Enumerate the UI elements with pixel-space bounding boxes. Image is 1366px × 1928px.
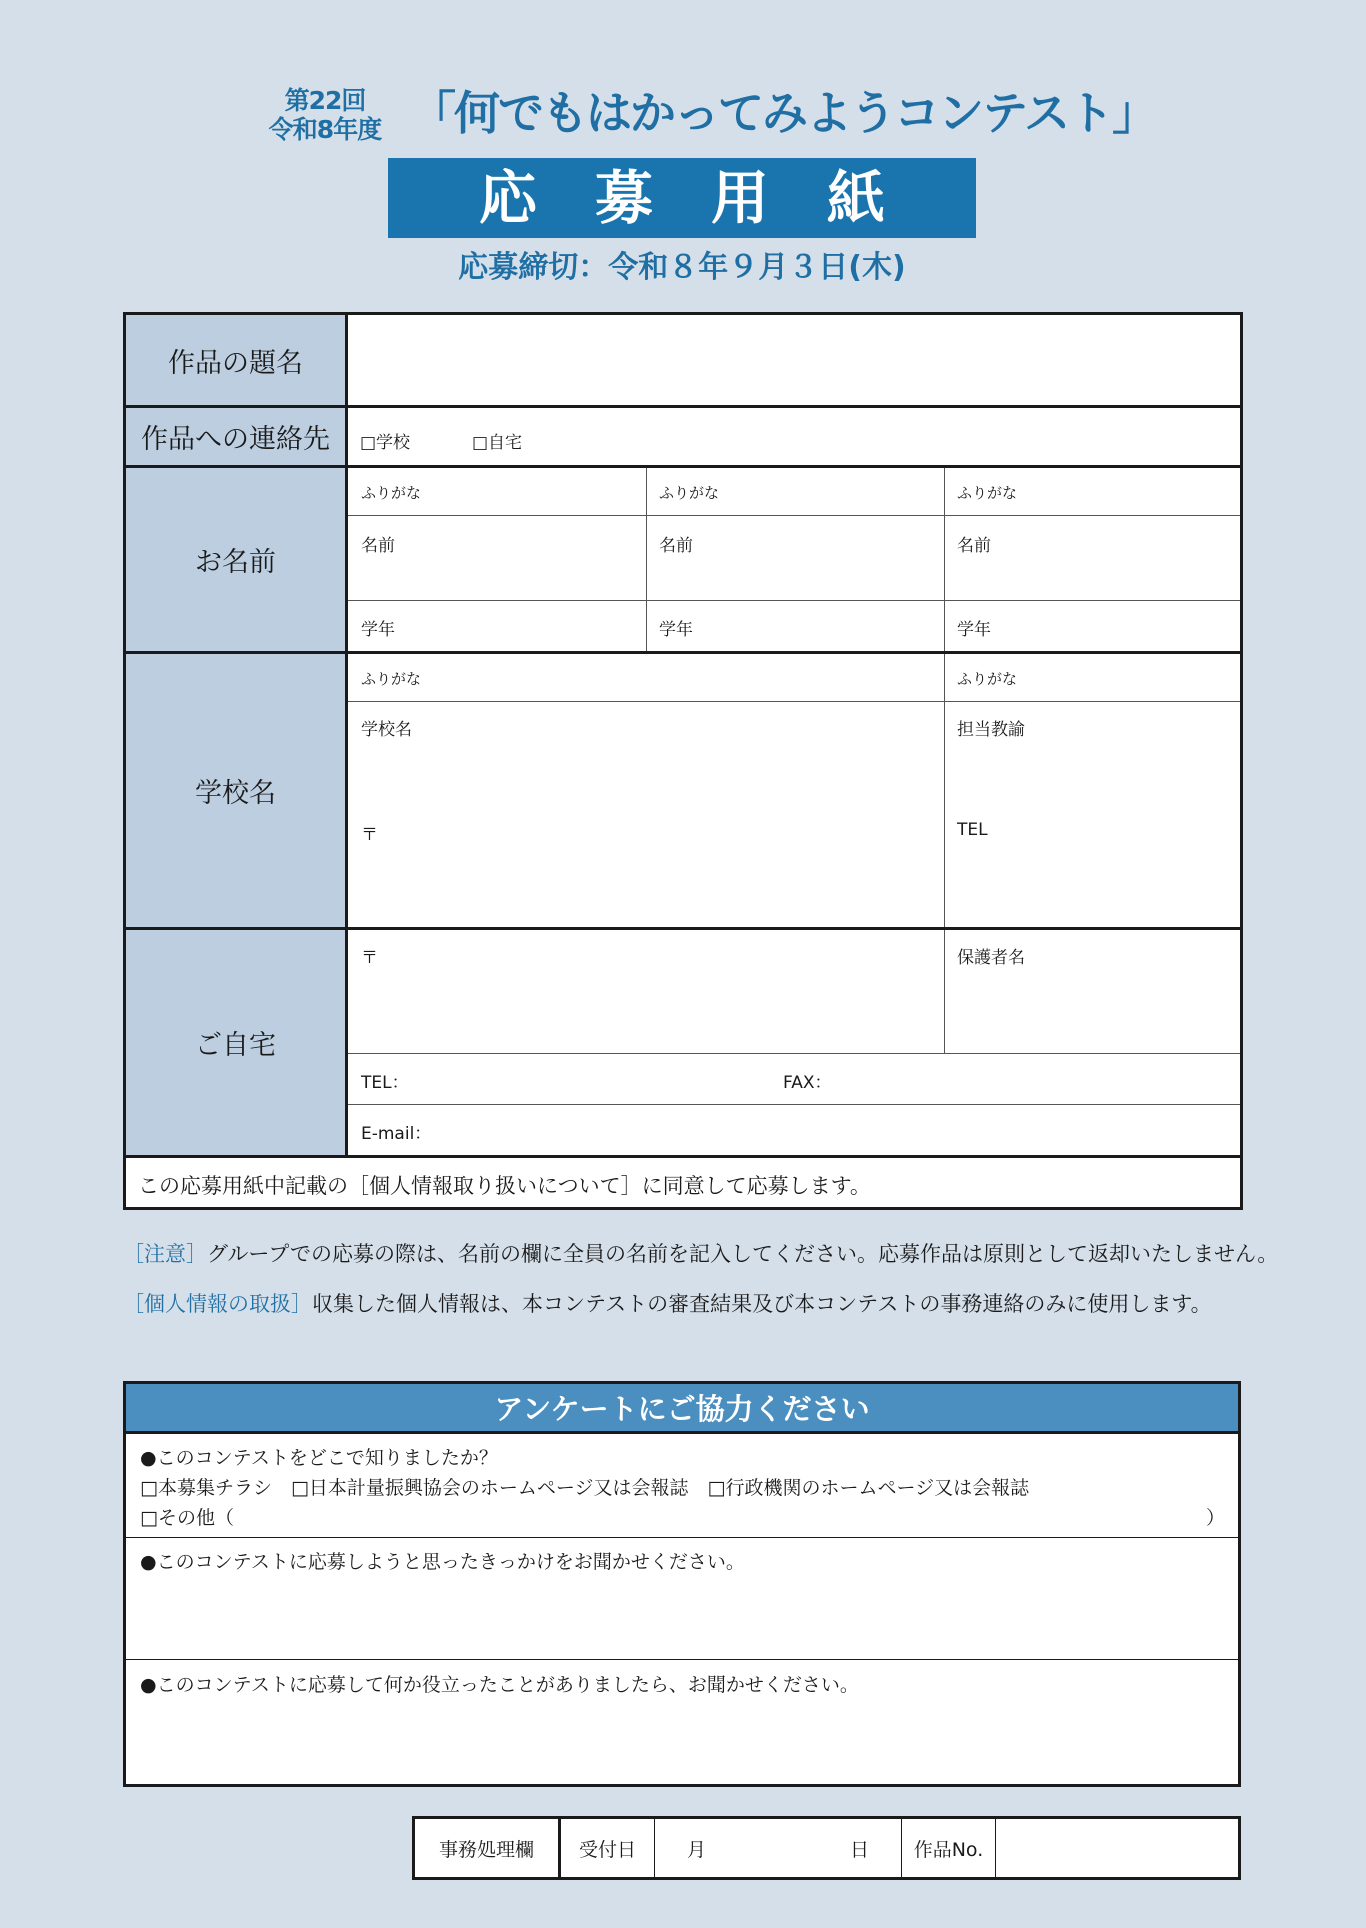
survey-q3-answer[interactable] — [126, 1702, 1238, 1784]
school-name-field-label: 学校名 — [361, 720, 412, 740]
note-privacy-text: 収集した個人情報は、本コンテストの審査結果及び本コンテストの事務連絡のみに使用します。 — [312, 1292, 1212, 1316]
survey-q1-other-close: ） — [1206, 1507, 1226, 1529]
guardian-field-label: 保護者名 — [957, 948, 1025, 968]
month-label: 月 — [686, 1838, 706, 1861]
survey-q1: ●このコンテストをどこで知りましたか？ — [140, 1447, 498, 1469]
edition-year: 令和8年度 — [268, 115, 382, 144]
survey-box — [123, 1381, 1241, 1787]
note-privacy — [123, 1290, 1212, 1318]
home-fax-label: FAX： — [783, 1073, 832, 1093]
contact-home-checkbox[interactable]: □自宅 — [472, 433, 523, 453]
work-number-field[interactable] — [996, 1819, 1238, 1877]
home-email-label: E-mail： — [361, 1124, 432, 1144]
name-field-label: 名前 — [659, 536, 693, 556]
title-input[interactable] — [348, 315, 1240, 406]
title-label: 作品の題名 — [126, 315, 348, 406]
contact-school-checkbox[interactable]: □学校 — [360, 433, 411, 453]
office-label-text: 事務処理欄 — [438, 1838, 534, 1861]
furigana-label: ふりがな — [957, 484, 1018, 502]
note-caution-tag: ［注意］ — [123, 1242, 207, 1266]
furigana-label: ふりがな — [659, 484, 720, 502]
survey-heading: アンケートにご協力ください — [126, 1384, 1238, 1434]
application-form — [123, 312, 1243, 1210]
survey-q1-options[interactable]: □本募集チラシ □日本計量振興協会のホームページ又は会報誌 □行政機関のホームページ又は会報誌 — [140, 1477, 1030, 1499]
received-date-label — [561, 1819, 655, 1877]
grade-field-label: 学年 — [361, 620, 395, 640]
received-date-text: 受付日 — [578, 1838, 636, 1861]
contest-title: 「何でもはかってみようコンテスト」 — [410, 86, 1157, 140]
deadline: 応募締切：令和８年９月３日(木) — [458, 250, 906, 285]
work-number-text: 作品No. — [913, 1838, 984, 1861]
grade-field-label: 学年 — [659, 620, 693, 640]
name-field-label: 名前 — [957, 536, 991, 556]
name-field-label: 名前 — [361, 536, 395, 556]
received-date-field[interactable] — [655, 1819, 902, 1877]
edition-label — [250, 86, 400, 144]
survey-q2-answer[interactable] — [126, 1579, 1238, 1657]
edition-number: 第22回 — [284, 86, 366, 115]
home-label: ご自宅 — [126, 930, 348, 1155]
home-tel-label: TEL： — [361, 1073, 409, 1093]
grade-field-label: 学年 — [957, 620, 991, 640]
note-caution — [123, 1240, 1278, 1268]
consent-statement: この応募用紙中記載の［個人情報取り扱いについて］に同意して応募します。 — [138, 1174, 871, 1198]
furigana-label: ふりがな — [957, 670, 1018, 688]
school-tel-label: TEL — [957, 820, 988, 840]
note-caution-text: グループでの応募の際は、名前の欄に全員の名前を記入してください。応募作品は原則として返却いたしません。 — [207, 1242, 1279, 1266]
survey-q3: ●このコンテストに応募して何か役立ったことがありましたら、お聞かせください。 — [140, 1674, 859, 1696]
work-number-label — [902, 1819, 996, 1877]
school-label: 学校名 — [126, 654, 348, 927]
office-label — [415, 1819, 561, 1877]
note-privacy-tag: ［個人情報の取扱］ — [123, 1292, 312, 1316]
school-postal-mark: 〒 — [361, 825, 378, 845]
furigana-label: ふりがな — [361, 484, 422, 502]
form-title-banner: 応募用紙 — [388, 158, 976, 238]
name-label: お名前 — [126, 468, 348, 651]
day-label: 日 — [849, 1838, 869, 1861]
survey-q2: ●このコンテストに応募しようと思ったきっかけをお聞かせください。 — [140, 1551, 745, 1573]
furigana-label: ふりがな — [361, 670, 422, 688]
contact-label: 作品への連絡先 — [126, 408, 348, 465]
survey-q1-other[interactable]: □その他（ — [140, 1507, 234, 1529]
office-use-box — [412, 1816, 1241, 1880]
home-postal-mark: 〒 — [361, 948, 378, 968]
teacher-field-label: 担当教諭 — [957, 720, 1025, 740]
